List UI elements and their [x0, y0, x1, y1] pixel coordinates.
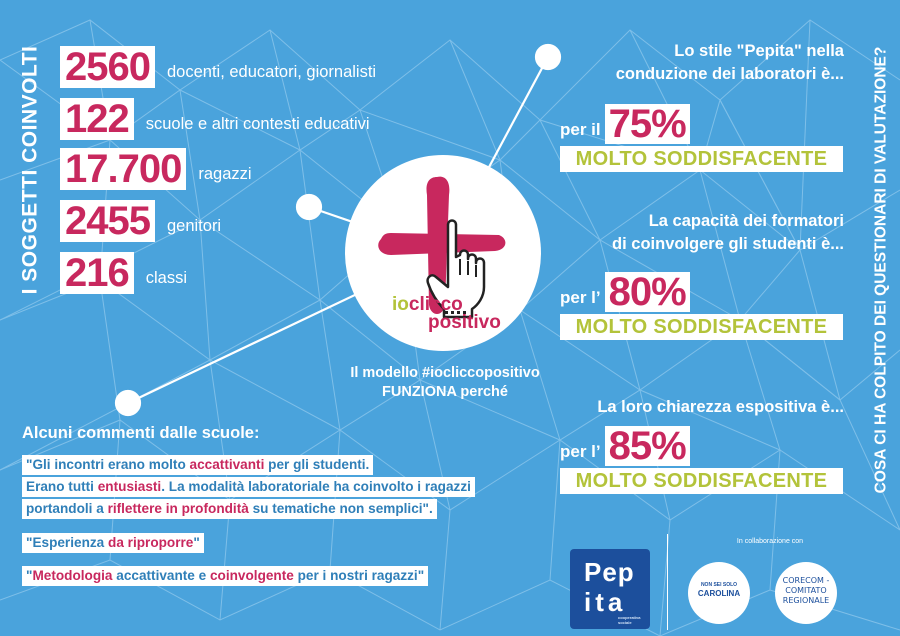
verdict-badge: MOLTO SODDISFACENTE	[560, 146, 843, 172]
percent-prefix: per l’	[560, 442, 601, 461]
percent-value: 80%	[605, 272, 690, 312]
stat-schools	[60, 96, 370, 140]
comment-1-line-3: portandoli a riflettere in profondità su tematiche non semplici".	[22, 499, 437, 519]
verdict-badge: MOLTO SODDISFACENTE	[560, 468, 843, 494]
comment-1-line-2: Erano tutti entusiasti. La modalità laboratoriale ha coinvolto i ragazzi	[22, 477, 475, 497]
evaluation-result-1	[560, 104, 690, 144]
comment-2: "Esperienza da riproporre"	[22, 533, 204, 553]
stat-number: 17.700	[60, 148, 186, 190]
stat-label: docenti, educatori, giornalisti	[166, 63, 377, 81]
percent-value: 75%	[605, 104, 690, 144]
evaluation-question-1: Lo stile "Pepita" nella conduzione dei laboratori è...	[615, 42, 844, 83]
stat-label: scuole e altri contesti educativi	[145, 115, 370, 133]
comments-title: Alcuni commenti dalle scuole:	[22, 424, 260, 442]
model-statement: Il modello #iocliccopositivo FUNZIONA perché	[350, 365, 540, 400]
collaboration-label: In collaborazione con	[736, 538, 804, 545]
partner-logo-corecom: CORECOM - COMITATO REGIONALE	[775, 562, 837, 624]
comment-1-line-1: "Gli incontri erano molto accattivanti per gli studenti.	[22, 455, 373, 475]
partner-logo-carolina: NON SEI SOLO CAROLINA	[688, 562, 750, 624]
stat-number: 2455	[60, 200, 155, 242]
stat-number: 2560	[60, 46, 155, 88]
stat-parents	[60, 198, 221, 242]
stat-classes	[60, 250, 187, 294]
evaluation-result-2	[560, 272, 690, 312]
percent-prefix: per l’	[560, 288, 601, 307]
evaluation-question-2: La capacità dei formatori di coinvolgere gli studenti è...	[612, 212, 844, 253]
side-title-right: COSA CI HA COLPITO DEI QUESTIONARI DI VALUTAZIONE?	[872, 46, 890, 494]
evaluation-result-3	[560, 426, 690, 466]
logo-wordmark	[392, 296, 501, 332]
logo-part-clicco: clicco	[408, 294, 463, 315]
pepita-logo: Pep ita cooperativa sociale	[570, 549, 650, 629]
stat-label: classi	[145, 269, 188, 287]
stat-kids	[60, 146, 252, 190]
stat-label: ragazzi	[198, 165, 252, 183]
footer-divider	[667, 534, 668, 630]
stat-number: 122	[60, 98, 134, 140]
percent-prefix: per il	[560, 120, 601, 139]
stat-number: 216	[60, 252, 134, 294]
evaluation-question-3: La loro chiarezza espositiva è...	[597, 398, 844, 416]
side-title-left: I SOGGETTI COINVOLTI	[18, 45, 42, 295]
percent-value: 85%	[605, 426, 690, 466]
stat-label: genitori	[166, 217, 222, 235]
logo-part-io: io	[392, 294, 409, 315]
logo-part-positivo: positivo	[428, 312, 501, 333]
stat-teachers	[60, 44, 376, 88]
comment-3: "Metodologia accattivante e coinvolgente per i nostri ragazzi"	[22, 566, 428, 586]
verdict-badge: MOLTO SODDISFACENTE	[560, 314, 843, 340]
